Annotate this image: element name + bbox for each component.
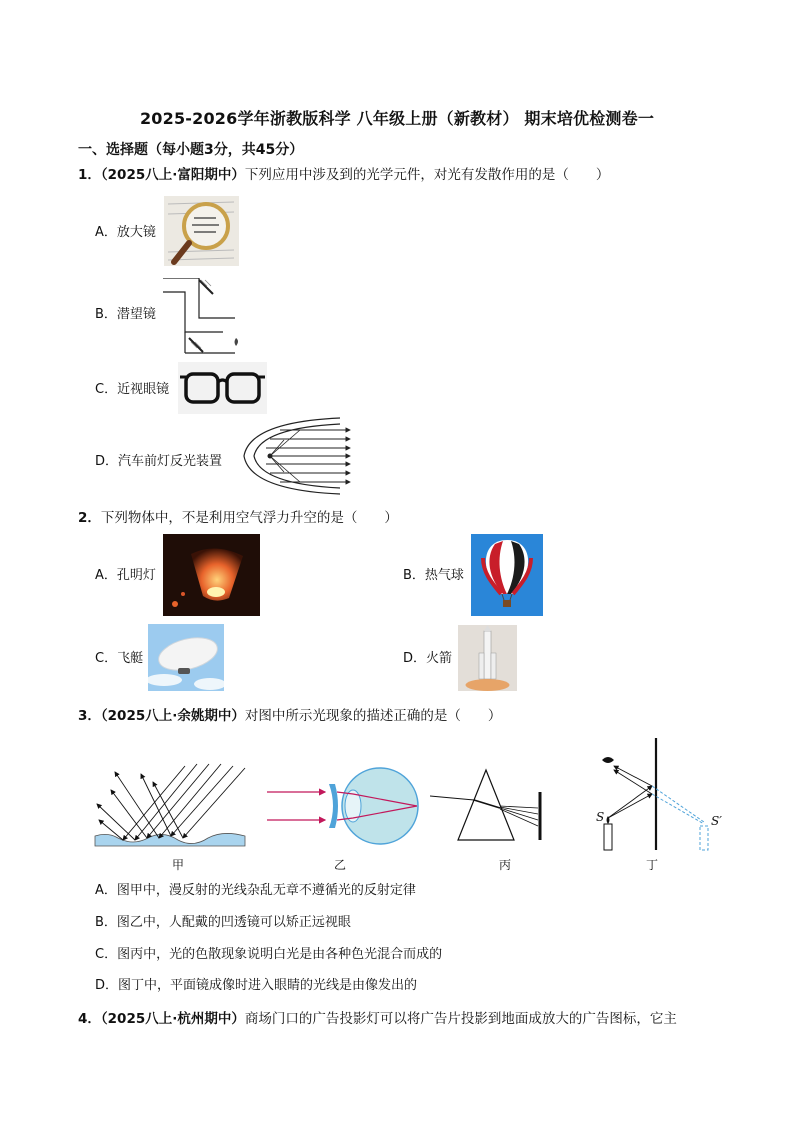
- caption-yi: 乙: [333, 858, 346, 872]
- q3-option-a[interactable]: A．图甲中，漫反射的光线杂乱无章不遵循光的反射定律: [95, 883, 416, 898]
- q2-option-a[interactable]: A．孔明灯: [95, 568, 156, 583]
- periscope-diagram: [163, 278, 245, 356]
- question-1: [78, 166, 609, 184]
- question-number: 3．: [78, 708, 101, 724]
- plane-mirror-diagram: [592, 738, 732, 854]
- hot-air-balloon-image: [471, 534, 543, 616]
- question-source: （2025八上·杭州期中）: [100, 1011, 245, 1027]
- question-2: [78, 509, 398, 527]
- label-s-prime: S′: [711, 814, 722, 828]
- diffuse-reflection-diagram: [93, 760, 253, 848]
- magnifier-image: [164, 196, 239, 266]
- caption-jia: 甲: [171, 858, 184, 872]
- sky-lantern-image: [163, 534, 260, 616]
- question-number: 1．: [78, 167, 101, 183]
- q1-option-a[interactable]: A．放大镜: [95, 225, 156, 240]
- page-title: 2025-2026学年浙教版科学 八年级上册（新教材） 期末培优检测卷一: [139, 109, 655, 128]
- question-number: 4．: [78, 1011, 101, 1027]
- q1-option-b[interactable]: B．潜望镜: [95, 307, 156, 322]
- question-text: 下列应用中涉及到的光学元件，对光有发散作用的是（ ）: [244, 167, 610, 183]
- question-text: 商场门口的广告投影灯可以将广告片投影到地面成放大的广告图标，它主: [244, 1011, 677, 1027]
- airship-image: [148, 624, 224, 691]
- eye-lens-diagram: [265, 766, 427, 846]
- caption-bing: 丙: [498, 858, 511, 872]
- q1-option-c[interactable]: C．近视眼镜: [95, 382, 170, 397]
- question-number: 2．: [78, 510, 101, 526]
- question-text: 下列物体中，不是利用空气浮力升空的是（ ）: [100, 510, 398, 526]
- question-text: 对图中所示光现象的描述正确的是（ ）: [244, 708, 502, 724]
- question-4: [78, 1010, 677, 1028]
- question-source: （2025八上·余姚期中）: [100, 708, 245, 724]
- glasses-image: [178, 362, 267, 414]
- q2-option-b[interactable]: B．热气球: [403, 568, 464, 583]
- prism-dispersion-diagram: [430, 766, 548, 846]
- q1-option-d[interactable]: D．汽车前灯反光装置: [95, 454, 223, 469]
- rocket-image: [458, 625, 517, 691]
- section-heading: 一、选择题（每小题3分，共45分）: [78, 142, 304, 158]
- q3-option-c[interactable]: C．图丙中，光的色散现象说明白光是由各种色光混合而成的: [95, 947, 443, 962]
- caption-ding: 丁: [645, 858, 658, 872]
- headlight-reflector-diagram: [240, 416, 355, 496]
- q2-option-d[interactable]: D．火箭: [403, 651, 453, 666]
- question-3: [78, 707, 501, 725]
- q3-option-b[interactable]: B．图乙中，人配戴的凹透镜可以矫正远视眼: [95, 915, 351, 930]
- q3-option-d[interactable]: D．图丁中，平面镜成像时进入眼睛的光线是由像发出的: [95, 978, 418, 993]
- label-s: S: [596, 810, 605, 824]
- question-source: （2025八上·富阳期中）: [100, 167, 245, 183]
- q2-option-c[interactable]: C．飞艇: [95, 651, 144, 666]
